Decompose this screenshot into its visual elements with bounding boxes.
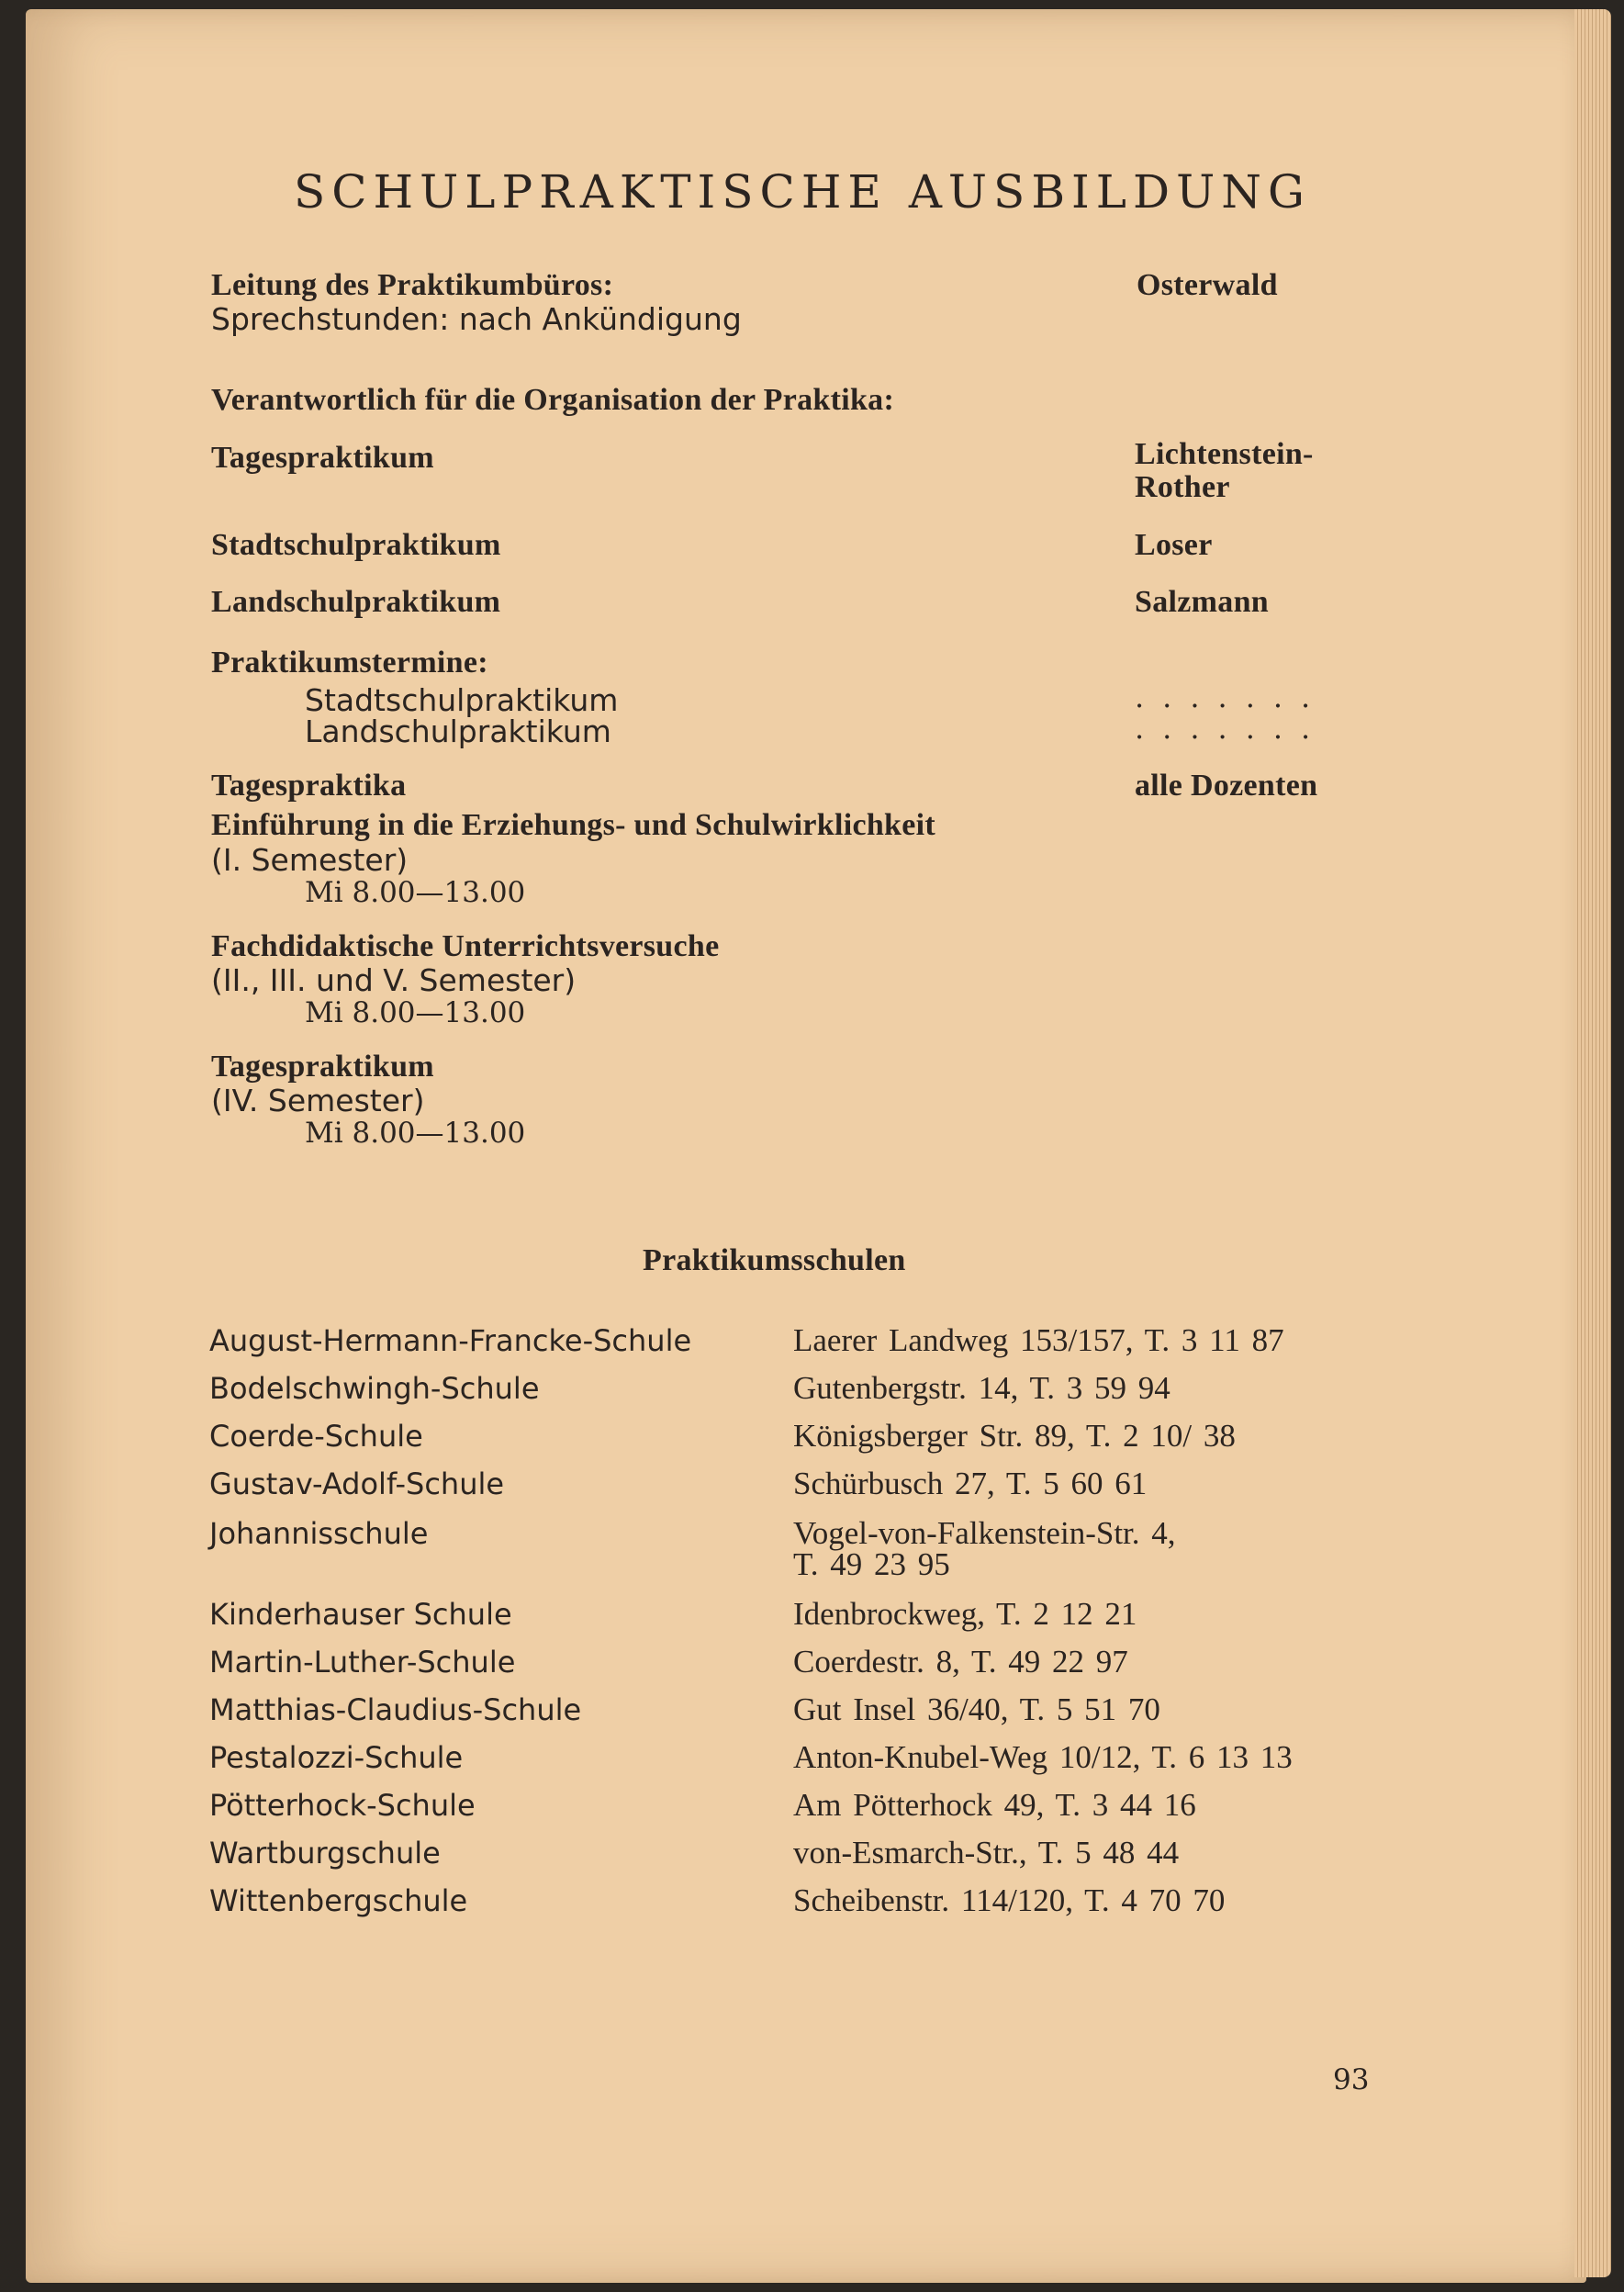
praktikum-block-time: Mi 8.00—13.00 — [305, 1117, 526, 1150]
org-item-label: Stadtschulpraktikum — [211, 528, 501, 562]
org-item-label: Landschulpraktikum — [211, 585, 501, 619]
school-name: Gustav-Adolf-Schule — [209, 1466, 505, 1501]
leitung-name: Osterwald — [1137, 268, 1278, 302]
school-name: Bodelschwingh-Schule — [209, 1371, 540, 1406]
org-item-person-line2: Rother — [1135, 470, 1230, 504]
termine-item-label: Landschulpraktikum — [305, 713, 611, 749]
page-edges — [1574, 9, 1611, 2277]
org-item-person: Salzmann — [1135, 585, 1269, 619]
organisation-heading: Verantwortlich für die Organisation der Praktika: — [211, 383, 895, 417]
school-name: Wittenbergschule — [209, 1883, 468, 1918]
school-address-line2: T. 49 23 95 — [793, 1546, 950, 1582]
school-address: von-Esmarch-Str., T. 5 48 44 — [793, 1835, 1180, 1871]
school-name: Pestalozzi-Schule — [209, 1740, 464, 1775]
sprechstunden: Sprechstunden: nach Ankündigung — [211, 301, 742, 337]
schulen-heading: Praktikumsschulen — [643, 1243, 906, 1277]
tagespraktika-responsible: alle Dozenten — [1135, 769, 1318, 803]
school-address: Laerer Landweg 153/157, T. 3 11 87 — [793, 1322, 1284, 1358]
praktikum-block-time: Mi 8.00—13.00 — [305, 876, 526, 909]
termine-item-value: ....... — [1135, 711, 1329, 746]
page-title: SCHULPRAKTISCHE AUSBILDUNG — [294, 165, 1311, 219]
termine-heading: Praktikumstermine: — [211, 646, 488, 680]
school-address: Gut Insel 36/40, T. 5 51 70 — [793, 1691, 1160, 1727]
praktikum-block-title: Fachdidaktische Unterrichtsversuche — [211, 929, 720, 963]
school-address: Schürbusch 27, T. 5 60 61 — [793, 1466, 1148, 1501]
school-address: Königsberger Str. 89, T. 2 10/ 38 — [793, 1418, 1236, 1454]
page-number: 93 — [1333, 2063, 1370, 2096]
book-page — [26, 9, 1586, 2283]
praktikum-block-title: Tagespraktikum — [211, 1050, 434, 1084]
praktikum-block-semester: (II., III. und V. Semester) — [211, 962, 577, 998]
school-address: Vogel-von-Falkenstein-Str. 4, — [793, 1515, 1176, 1551]
school-address: Scheibenstr. 114/120, T. 4 70 70 — [793, 1882, 1226, 1918]
org-item-label: Tagespraktikum — [211, 441, 434, 475]
school-name: August-Hermann-Francke-Schule — [209, 1323, 692, 1358]
org-item-person: Lichtenstein- — [1135, 437, 1314, 471]
org-item-person: Loser — [1135, 528, 1213, 562]
school-address: Am Pötterhock 49, T. 3 44 16 — [793, 1787, 1196, 1823]
school-name: Kinderhauser Schule — [209, 1597, 512, 1632]
school-name: Pötterhock-Schule — [209, 1788, 476, 1823]
praktikum-block-title: Einführung in die Erziehungs- und Schulwirklichkeit — [211, 808, 936, 842]
school-name: Matthias-Claudius-Schule — [209, 1692, 582, 1727]
praktikum-block-semester: (IV. Semester) — [211, 1083, 425, 1118]
termine-item-label: Stadtschulpraktikum — [305, 682, 619, 718]
school-address: Anton-Knubel-Weg 10/12, T. 6 13 13 — [793, 1739, 1293, 1775]
school-name: Coerde-Schule — [209, 1419, 423, 1454]
school-name: Wartburgschule — [209, 1836, 441, 1871]
school-address: Idenbrockweg, T. 2 12 21 — [793, 1596, 1137, 1632]
praktikum-block-time: Mi 8.00—13.00 — [305, 996, 526, 1029]
termine-item-value: ....... — [1135, 680, 1329, 714]
school-name: Johannisschule — [209, 1516, 429, 1551]
tagespraktika-heading: Tagespraktika — [211, 769, 407, 803]
school-address: Coerdestr. 8, T. 49 22 97 — [793, 1644, 1128, 1680]
school-name: Martin-Luther-Schule — [209, 1645, 516, 1680]
school-address: Gutenbergstr. 14, T. 3 59 94 — [793, 1370, 1170, 1406]
leitung-label: Leitung des Praktikumbüros: — [211, 268, 614, 302]
praktikum-block-semester: (I. Semester) — [211, 842, 409, 878]
